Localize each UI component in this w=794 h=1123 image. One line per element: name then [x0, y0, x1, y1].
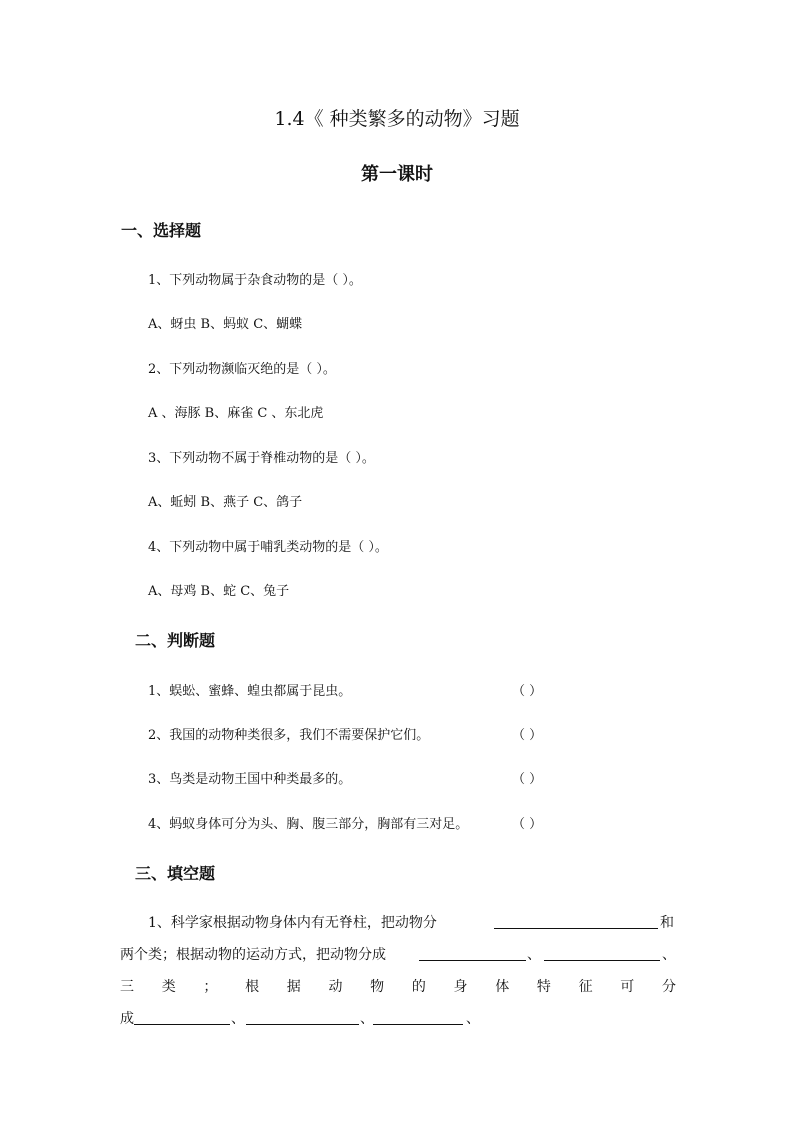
fill-text: 、	[466, 1011, 480, 1027]
question-options: A、蚯蚓 B、燕子 C、鸽子	[148, 495, 303, 510]
fill-justified-line	[120, 976, 676, 996]
fill-blank[interactable]	[373, 1010, 463, 1025]
fill-char: 身	[453, 979, 468, 995]
fill-text: 、	[231, 1011, 245, 1027]
fill-char: 征	[578, 979, 593, 995]
section-heading-judgement: 二、判断题	[135, 631, 216, 650]
answer-parentheses: （ ）	[512, 817, 543, 832]
page-title: 1.4《 种类繁多的动物》习题	[274, 108, 520, 130]
question-text: 1、下列动物属于杂食动物的是（ ）。	[148, 273, 362, 288]
fill-blank[interactable]	[246, 1010, 359, 1025]
fill-char: 据	[286, 979, 301, 995]
fill-char: 可	[620, 979, 635, 995]
fill-text: 、	[662, 947, 676, 963]
fill-char: 根	[245, 979, 260, 995]
fill-char: 动	[328, 979, 343, 995]
answer-parentheses: （ ）	[512, 772, 543, 787]
fill-char: 体	[495, 979, 510, 995]
fill-question-text: 1、科学家根据动物身体内有无脊柱，把动物分	[148, 915, 437, 931]
question-text: 3、下列动物不属于脊椎动物的是（ ）。	[148, 451, 375, 466]
fill-char: 分	[661, 979, 676, 995]
answer-parentheses: （ ）	[512, 728, 543, 743]
fill-char: 物	[370, 979, 385, 995]
page-subtitle: 第一课时	[361, 164, 433, 185]
question-text: 2、下列动物濒临灭绝的是（ ）。	[148, 362, 336, 377]
judgement-item: 4、蚂蚁身体可分为头、胸、腹三部分，胸部有三对足。	[148, 817, 469, 832]
question-options: A、母鸡 B、蛇 C、兔子	[148, 584, 290, 599]
fill-text: 和	[660, 915, 674, 931]
fill-text: 、	[527, 947, 541, 963]
judgement-item: 2、我国的动物种类很多，我们不需要保护它们。	[148, 728, 430, 743]
answer-parentheses: （ ）	[512, 684, 543, 699]
question-options: A 、海豚 B、麻雀 C 、东北虎	[148, 406, 324, 421]
judgement-item: 3、鸟类是动物王国中种类最多的。	[148, 772, 352, 787]
fill-blank[interactable]	[544, 946, 660, 961]
question-options: A、蚜虫 B、蚂蚁 C、蝴蝶	[148, 317, 303, 332]
fill-question-text: 两个类；根据动物的运动方式，把动物分成	[120, 947, 386, 963]
judgement-item: 1、蜈蚣、蜜蜂、蝗虫都属于昆虫。	[148, 684, 352, 699]
fill-char: 三	[120, 979, 134, 995]
fill-char: 类	[161, 979, 176, 995]
fill-blank[interactable]	[134, 1010, 230, 1025]
fill-text: 成	[120, 1011, 134, 1027]
section-heading-fill: 三、填空题	[135, 864, 216, 883]
fill-char: 特	[536, 979, 551, 995]
fill-char: ；	[203, 979, 218, 995]
fill-char: 的	[411, 979, 426, 995]
fill-blank[interactable]	[419, 946, 526, 961]
fill-blank[interactable]	[494, 914, 658, 929]
question-text: 4、下列动物中属于哺乳类动物的是（ ）。	[148, 540, 388, 555]
fill-text: 、	[360, 1011, 374, 1027]
section-heading-choice: 一、选择题	[121, 221, 202, 240]
